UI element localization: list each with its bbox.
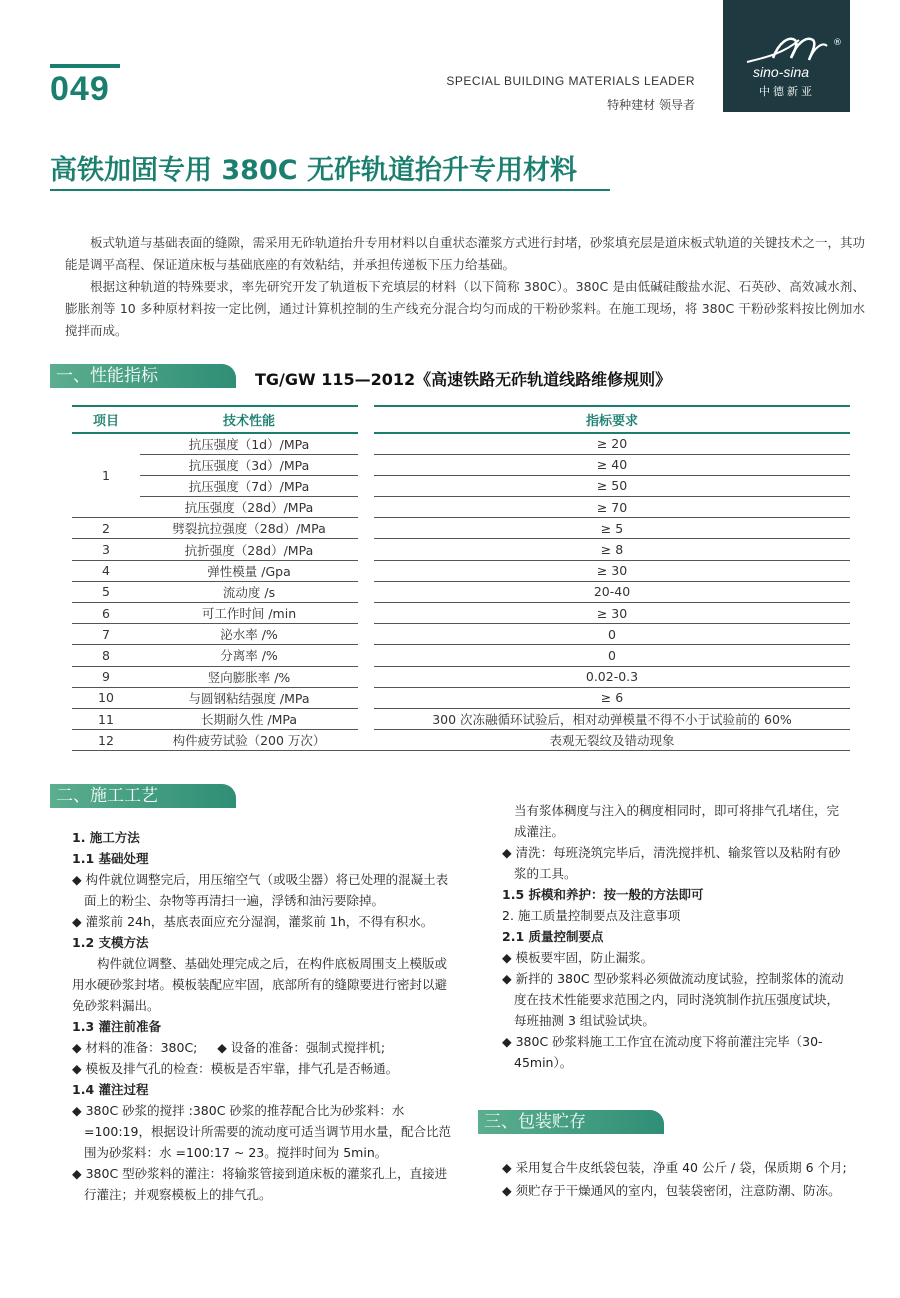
brand-name-en: sino-sina [753,64,810,80]
cell-gap [358,560,374,581]
bullet-text: 模板要牢固，防止漏浆。 [515,950,654,965]
cell-item: 1 [72,433,140,518]
table-row [72,518,850,539]
cell-req: ≥ 50 [374,475,850,496]
section-tab-performance: 一、性能指标 [50,364,236,388]
bullet-item: ◆ 380C 砂浆的搅拌 :380C 砂浆的推荐配合比为砂浆料：水 =100:19，根据设计所需要的流动度可适当调节用水量，配合比范围为砂浆料：水 =100:17 ~ 23。搅拌时间为 5min。 [72,1103,451,1160]
header-req: 指标要求 [374,406,850,433]
logo-swoosh-icon [743,28,833,68]
table-header-row [72,406,850,433]
bullet-item: ◆ 清洗：每班浇筑完毕后，清洗搅拌机、输浆管以及粘附有砂浆的工具。 [502,845,841,881]
cell-gap [358,433,374,454]
cell-perf: 分离率 /% [140,645,358,666]
bullet-item: ◆ 新拌的 380C 型砂浆料必须做流动度试验，控制浆体的流动度在技术性能要求范围之内，同时浇筑制作抗压强度试块，每班抽测 3 组试验试块。 [502,971,844,1028]
cell-perf: 抗压强度（3d）/MPa [140,454,358,475]
table-row [72,666,850,687]
cell-req: ≥ 5 [374,518,850,539]
heading-base: 1.1 基础处理 [72,851,149,866]
cell-item: 10 [72,687,140,708]
heading-pour: 1.4 灌注过程 [72,1082,149,1097]
cell-req: ≥ 20 [374,433,850,454]
cell-gap [358,497,374,518]
cell-gap [358,518,374,539]
cell-gap [358,708,374,729]
table-row [72,539,850,560]
tagline-cn: 特种建材 领导者 [607,98,695,112]
table-row [72,603,850,624]
table-row [72,730,850,751]
cell-gap [358,454,374,475]
heading-method: 1. 施工方法 [72,830,140,845]
bullet-item: ◆ 灌浆前 24h，基底表面应充分湿润，灌浆前 1h，不得有积水。 [72,914,434,929]
cell-gap [358,666,374,687]
bullet-text: 构件就位调整完后，用压缩空气（或吸尘器）将已处理的混凝土表面上的粉尘、杂物等再清扫一遍，浮锈和油污要除掉。 [84,872,449,908]
cell-perf: 竖向膨胀率 /% [140,666,358,687]
table-row [72,475,850,496]
header-perf: 技术性能 [140,406,358,433]
bullet-item: ◆ 模板及排气孔的检查：模板是否牢靠，排气孔是否畅通。 [72,1061,399,1076]
table-row [72,624,850,645]
cell-item: 9 [72,666,140,687]
bullet-text: 须贮存于干燥通风的室内，包装袋密闭，注意防潮、防冻。 [515,1183,841,1198]
continued-text: 当有浆体稠度与注入的稠度相同时，即可将排气孔堵住，完成灌注。 [514,803,840,839]
cell-item: 4 [72,560,140,581]
tagline-en: SPECIAL BUILDING MATERIALS LEADER [446,74,695,88]
tagline [446,74,695,113]
title-underline [50,189,610,191]
standard-title: TG/GW 115—2012《高速铁路无砟轨道线路维修规则》 [255,370,672,389]
cell-req: ≥ 40 [374,454,850,475]
cell-perf: 与圆钢粘结强度 /MPa [140,687,358,708]
cell-gap [358,624,374,645]
cell-item: 12 [72,730,140,751]
table-row [72,433,850,454]
bullet-text: 380C 砂浆的搅拌 :380C 砂浆的推荐配合比为砂浆料：水 =100:19，根据设计所需要的流动度可适当调节用水量，配合比范围为砂浆料：水 =100:17 ~ 23。搅拌时间为 5min。 [84,1103,451,1160]
cell-perf: 抗压强度（1d）/MPa [140,433,358,454]
brand-logo [723,0,850,112]
bullet-item: ◆ 模板要牢固，防止漏浆。 [502,950,654,965]
cell-perf: 流动度 /s [140,581,358,602]
table-row [72,708,850,729]
bullet-text: 380C 型砂浆料的灌注：将输浆管接到道床板的灌浆孔上，直接进行灌注；并观察模板上的排气孔。 [84,1166,448,1202]
bullet-text: 材料的准备：380C; [85,1040,198,1055]
bullet-text: 380C 砂浆料施工工作宜在流动度下将前灌注完毕（30- 45min）。 [514,1034,823,1070]
cell-gap [358,730,374,751]
paragraph: 构件就位调整、基础处理完成之后，在构件底板周围支上模版或用水硬砂浆封堵。模板装配应牢固，底部所有的缝隙要进行密封以避免砂浆料漏出。 [72,956,448,1013]
cell-req: ≥ 6 [374,687,850,708]
table-row [72,645,850,666]
cell-perf: 劈裂抗拉强度（28d）/MPa [140,518,358,539]
cell-gap [358,581,374,602]
cell-req: 0 [374,645,850,666]
cell-item: 5 [72,581,140,602]
registered-mark: ® [833,38,842,48]
bullet-text: 清洗：每班浇筑完毕后，清洗搅拌机、输浆管以及粘附有砂浆的工具。 [514,845,841,881]
cell-req: ≥ 30 [374,560,850,581]
cell-perf: 抗折强度（28d）/MPa [140,539,358,560]
bullet-item: ◆ 采用复合牛皮纸袋包装，净重 40 公斤 / 袋，保质期 6 个月; [502,1160,847,1175]
intro-paragraph: 板式轨道与基础表面的缝隙，需采用无砟轨道抬升专用材料以自重状态灌浆方式进行封堵，砂浆填充层是道床板式轨道的关键技术之一，其功能是调平高程、保证道床板与基础底座的有效粘结，并承担传递板下压力给基础。 [65,235,866,272]
cell-gap [358,475,374,496]
heading-demold: 1.5 拆模和养护：按一般的方法即可 [502,887,704,902]
cell-req: 0 [374,624,850,645]
bullet-text: 灌浆前 24h，基底表面应充分湿润，灌浆前 1h，不得有积水。 [85,914,434,929]
heading-qc: 2.1 质量控制要点 [502,929,604,944]
heading-quality: 2. 施工质量控制要点及注意事项 [502,908,681,923]
left-column [72,827,452,1205]
page-number [50,64,120,110]
bullet-text: 采用复合牛皮纸袋包装，净重 40 公斤 / 袋，保质期 6 个月; [515,1160,847,1175]
spec-table [72,405,850,751]
header-gap [358,406,374,433]
bullet-text: 设备的准备：强制式搅拌机; [230,1040,386,1055]
packaging-column [502,1156,850,1202]
cell-gap [358,603,374,624]
heading-prep: 1.3 灌注前准备 [72,1019,161,1034]
section-tab-packaging: 三、包装贮存 [478,1110,664,1134]
cell-perf: 可工作时间 /min [140,603,358,624]
bullet-item: ◆ 380C 型砂浆料的灌注：将输浆管接到道床板的灌浆孔上，直接进行灌注；并观察模板上的排气孔。 [72,1166,448,1202]
cell-perf: 长期耐久性 /MPa [140,708,358,729]
intro-paragraph: 根据这种轨道的特殊要求，率先研究开发了轨道板下充填层的材料（以下简称 380C）。380C 是由低碱硅酸盐水泥、石英砂、高效减水剂、膨胀剂等 10 多种原材料按一定比例，通过计算机控制的生产线充分混合均匀而成的干粉砂浆料。在施工现场，将 380C 干粉砂浆料按比例加水搅拌而成。 [65,279,865,338]
cell-req: 表观无裂纹及错动现象 [374,730,850,751]
table-row [72,454,850,475]
bullet-item: ◆ 380C 砂浆料施工工作宜在流动度下将前灌注完毕（30- 45min）。 [502,1034,823,1070]
cell-req: ≥ 30 [374,603,850,624]
cell-req: 20-40 [374,581,850,602]
table-row [72,581,850,602]
bullet-item: ◆ 构件就位调整完后，用压缩空气（或吸尘器）将已处理的混凝土表面上的粉尘、杂物等再清扫一遍，浮锈和油污要除掉。 [72,872,449,908]
brand-name-cn: 中德新亚 [759,85,815,98]
cell-req: 0.02-0.3 [374,666,850,687]
intro-text [65,232,865,342]
header-item: 项目 [72,406,140,433]
cell-req: ≥ 70 [374,497,850,518]
cell-item: 8 [72,645,140,666]
cell-item: 11 [72,708,140,729]
cell-req: 300 次冻融循环试验后，相对动弹模量不得不小于试验前的 60% [374,708,850,729]
table-row [72,687,850,708]
page-number-text: 049 [50,70,110,108]
cell-item: 7 [72,624,140,645]
heading-form: 1.2 支模方法 [72,935,149,950]
cell-perf: 弹性模量 /Gpa [140,560,358,581]
cell-perf: 构件疲劳试验（200 万次） [140,730,358,751]
table-row [72,560,850,581]
cell-item: 6 [72,603,140,624]
table-row [72,497,850,518]
cell-perf: 抗压强度（7d）/MPa [140,475,358,496]
cell-item: 2 [72,518,140,539]
right-column [502,800,850,1073]
cell-perf: 泌水率 /% [140,624,358,645]
section-tab-construction: 二、施工工艺 [50,784,236,808]
cell-req: ≥ 8 [374,539,850,560]
bullet-text: 新拌的 380C 型砂浆料必须做流动度试验，控制浆体的流动度在技术性能要求范围之内，同时浇筑制作抗压强度试块，每班抽测 3 组试验试块。 [514,971,844,1028]
bullet-text: 模板及排气孔的检查：模板是否牢靠，排气孔是否畅通。 [85,1061,399,1076]
cell-gap [358,687,374,708]
bullet-item: ◆ 须贮存于干燥通风的室内，包装袋密闭，注意防潮、防冻。 [502,1183,841,1198]
page-title: 高铁加固专用 380C 无砟轨道抬升专用材料 [50,155,577,186]
cell-perf: 抗压强度（28d）/MPa [140,497,358,518]
cell-gap [358,539,374,560]
bullet-item: ◆ 材料的准备：380C; ◆ 设备的准备：强制式搅拌机; [72,1040,386,1055]
cell-item: 3 [72,539,140,560]
cell-gap [358,645,374,666]
